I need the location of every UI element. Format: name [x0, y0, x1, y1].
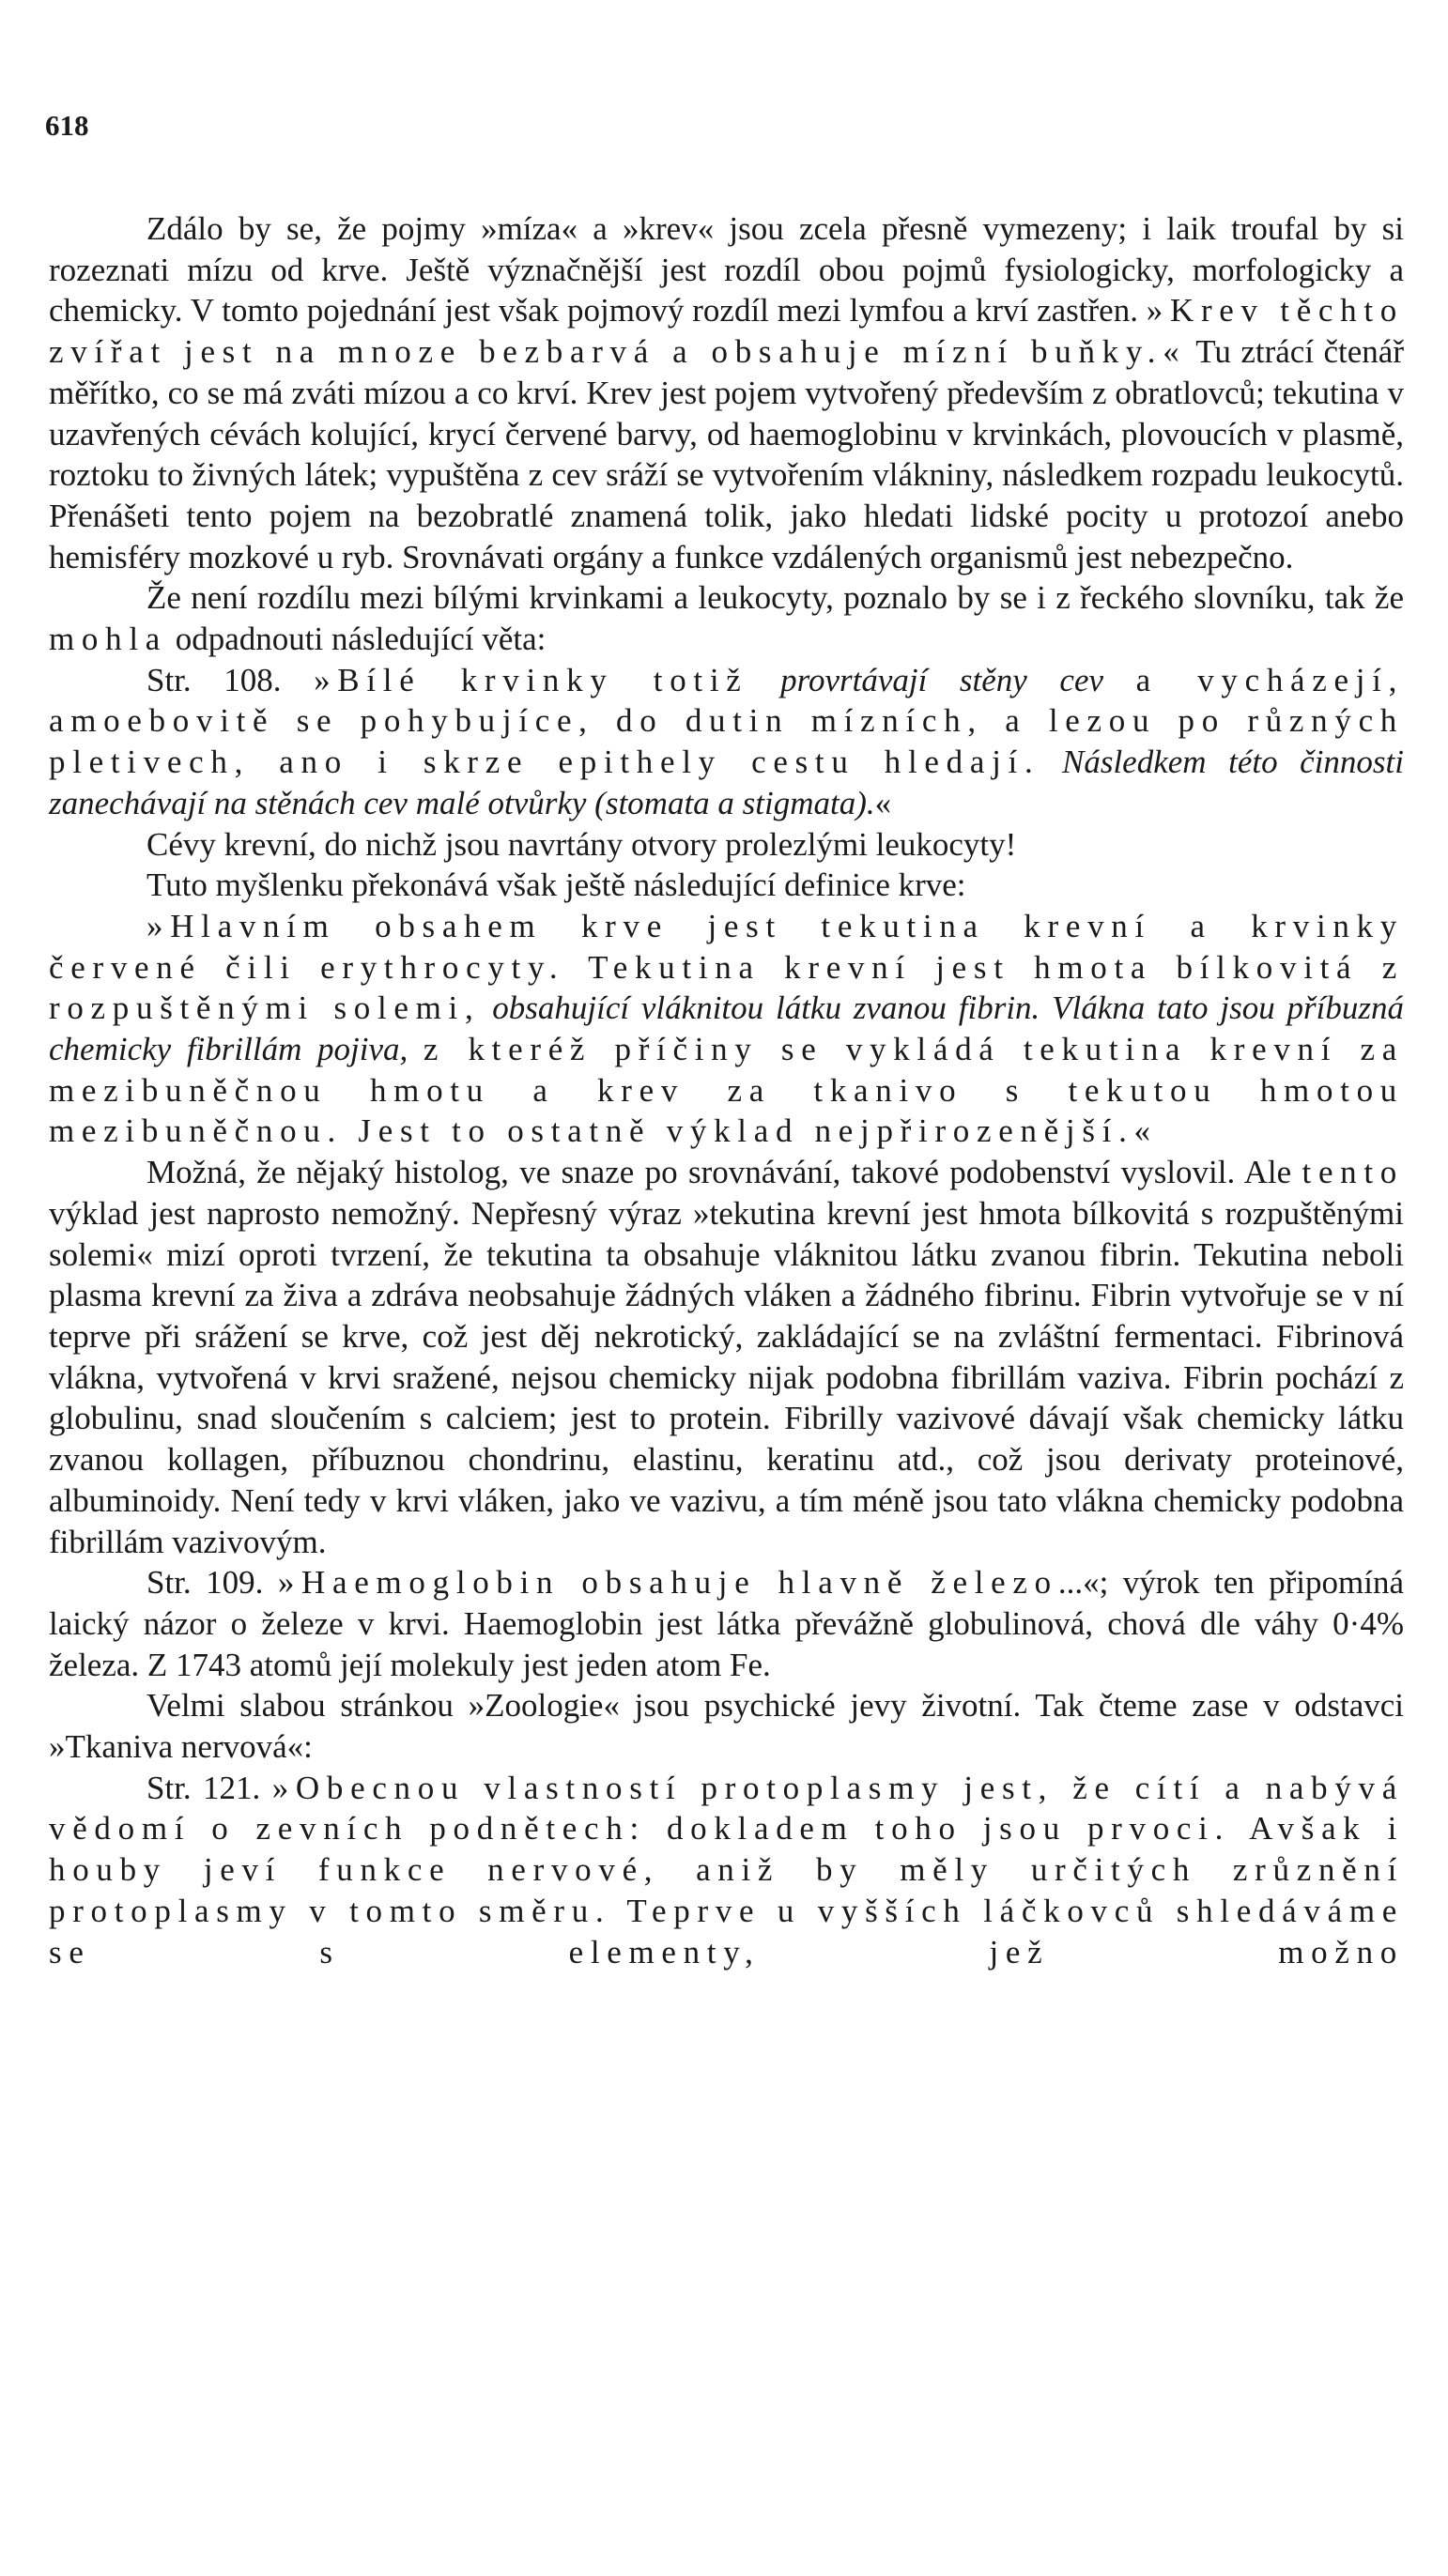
paragraph-10	[49, 1768, 1404, 1973]
paragraph-7	[49, 1152, 1404, 1562]
text-run: Str. 109.	[146, 1564, 278, 1602]
text-run	[1040, 744, 1062, 780]
spaced-emphasis-text: z kteréž příčiny se vykládá tekutina krevní za mezibuněčnou hmotu a krev za tkanivo s tekutou hmotou mezibuněčnou. Jest to ostatně výklad nejpřirozenější.	[49, 1031, 1404, 1150]
text-run: Zdálo by se, že pojmy »míza« a »krev« jsou zcela přesně vymezeny; i laik troufal by si rozeznati mízu od krve. Ještě význačnější jest rozdíl obou pojmů fysiologicky, morfologicky a chemicky. V tomto pojednání jest však pojmový rozdíl mezi lymfou a krví zastřen.	[49, 210, 1404, 330]
text-run: «	[1133, 1112, 1151, 1150]
paragraph-5	[49, 865, 1404, 906]
text-run: Str. 121.	[146, 1769, 272, 1806]
spaced-emphasis-text: mohla	[49, 621, 167, 658]
text-run: odpadnouti následující věta:	[166, 621, 547, 658]
paragraph-1	[49, 208, 1404, 577]
text-run	[1103, 662, 1136, 698]
paragraph-2	[49, 577, 1404, 659]
italic-text: provrtávají stěny cev	[780, 661, 1104, 698]
text-run	[408, 1031, 424, 1067]
text-run: ...«; výrok ten připomíná laický názor o železe v krvi. Haemoglobin jest látka převážně globulinová, chová dle váhy 0·4% železa. Z 1743 atomů její molekuly jest jeden atom Fe.	[49, 1564, 1404, 1683]
text-run: Cévy krevní, do nichž jsou navrtány otvory prolezlými leukocyty!	[146, 825, 1017, 863]
paragraph-9	[49, 1685, 1404, 1767]
paragraph-6	[49, 906, 1404, 1152]
text-run: Možná, že nějaký histolog, ve snaze po srovnávání, takové podobenství vyslovil. Ale	[146, 1154, 1302, 1191]
paragraph-4	[49, 824, 1404, 866]
italic-text: obsahující vláknitou látku zvanou fibrin. Vlákna tato jsou příbuzná chemicky fibrillám pojiva,	[49, 989, 1404, 1068]
spaced-emphasis-text: »Hlavním obsahem krve jest tekutina krevní a krvinky červené čili erythrocyty. Tekutina krevní jest hmota bílkovitá z rozpuštěnými solemi,	[49, 907, 1404, 1027]
spaced-emphasis-text: »Bílé krvinky totiž	[314, 661, 748, 698]
text-run	[748, 662, 781, 698]
paragraph-3	[49, 660, 1404, 824]
text-run: Str. 108.	[146, 661, 315, 698]
text-run: výklad jest naprosto nemožný. Nepřesný výraz »tekutina krevní jest hmota bílkovitá s rozpuštěnými solemi« mizí oproti tvrzení, že tekutina ta obsahuje vláknitou látku zvanou fibrin. Tekutina neboli plasma krevní za živa a zdráva neobsahuje žádných vláken a žádného fibrinu. Fibrin vytvořuje se v ní teprve při srážení se krve, což jest děj nekrotický, zakládající se na zvláštní fermentaci. Fibrinová vlákna, vytvořená v krvi sražené, nejsou chemicky nijak podobna fibrillám vaziva. Fibrin pochází z globulinu, snad sloučením s calciem; jest to protein. Fibrilly vazivové dávají však chemicky látku zvanou kollagen, příbuznou chondrinu, elastinu, keratinu atd., což jsou derivaty proteinové, albuminoidy. Není tedy v krvi vláken, jako ve vazivu, a tím méně jsou tato vlákna chemicky podobna fibrillám vazivovým.	[49, 1194, 1404, 1560]
book-page-text	[49, 208, 1404, 1972]
spaced-emphasis-text: tento	[1302, 1154, 1404, 1191]
text-run: Tu ztrácí čtenář měřítko, co se má zváti mízou a co krví. Krev jest pojem vytvořený především z obratlovců; tekutina v uzavřených cévách kolující, krycí červené barvy, od haemoglobinu v krvinkách, plovoucích v plasmě, roztoku to živných látek; vypuštěna z cev sráží se vytvořením vlákniny, následkem rozpadu leukocytů. Přenášeti tento pojem na bezobratlé znamená tolik, jako hledati lidské pocity u protozoí anebo hemisféry mozkové u ryb. Srovnávati orgány a funkce vzdálených organismů jest nebezpečno.	[49, 333, 1404, 575]
text-run: «	[874, 784, 892, 821]
italic-text: Následkem této činnosti zanechávají na stěnách cev malé otvůrky (stomata a stigmata).	[49, 744, 1405, 821]
text-run: Tuto myšlenku překonává však ještě následující definice krve:	[146, 866, 966, 904]
spaced-emphasis-text: a vycházejí, amoebovitě se pohybujíce, do dutin mízních, a lezou po různých pletivech, ano i skrze epithely cestu hledají.	[49, 661, 1405, 781]
text-run: Velmi slabou stránkou »Zoologie« jsou psychické jevy životní. Tak čteme zase v odstavci »Tkaniva nervová«:	[49, 1687, 1404, 1766]
spaced-emphasis-text: »Krev těchto zvířat jest na mnoze bezbarvá a obsahuje mízní buňky.«	[49, 292, 1404, 371]
page-number: 618	[45, 109, 89, 142]
paragraph-8	[49, 1562, 1404, 1685]
text-run: Že není rozdílu mezi bílými krvinkami a leukocyty, poznalo by se i z řeckého slovníku, tak že	[146, 579, 1404, 617]
spaced-emphasis-text: »Haemoglobin obsahuje hlavně železo	[277, 1564, 1058, 1602]
text-run	[480, 989, 492, 1026]
spaced-emphasis-text: »Obecnou vlastností protoplasmy jest, že cítí a nabývá vědomí o zevních podnětech: dokladem toho jsou prvoci. Avšak i houby jeví funkce nervové, aniž by měly určitých zrůznění protoplasmy v tomto směru. Teprve u vyšších láčkovců shledáváme se s elementy, jež možno	[49, 1769, 1404, 1970]
